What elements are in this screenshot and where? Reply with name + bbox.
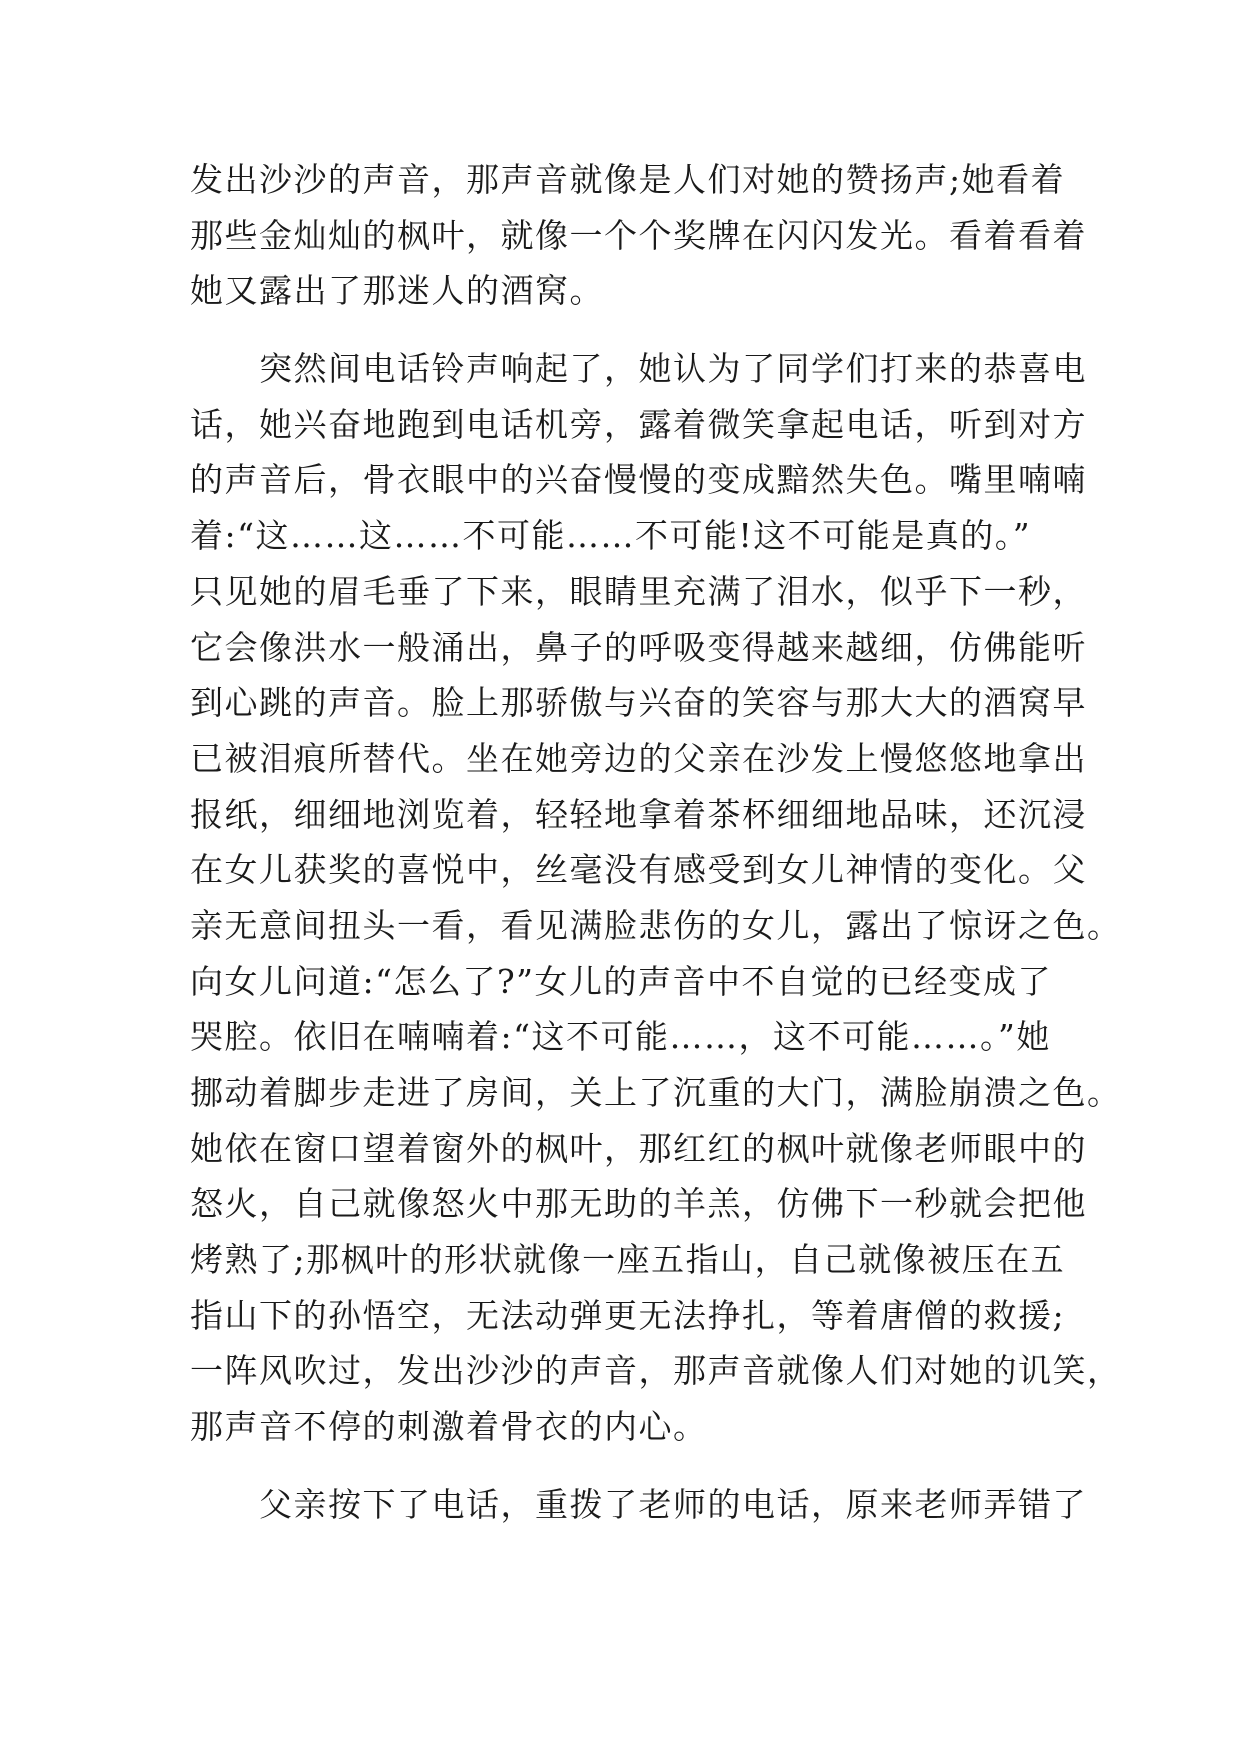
text-line: 报纸，细细地浏览着，轻轻地拿着茶杯细细地品味，还沉浸 bbox=[190, 794, 1087, 834]
text-line: 着:“这……这……不可能……不可能!这不可能是真的。” bbox=[190, 516, 1032, 556]
text-line: 已被泪痕所替代。坐在她旁边的父亲在沙发上慢悠悠地拿出 bbox=[190, 738, 1087, 778]
text-line: 向女儿问道:“怎么了?”女儿的声音中不自觉的已经变成了 bbox=[190, 961, 1053, 1001]
text-line: 怒火，自己就像怒火中那无助的羊羔，仿佛下一秒就会把他 bbox=[190, 1184, 1087, 1224]
text-line: 它会像洪水一般涌出，鼻子的呼吸变得越来越细，仿佛能听 bbox=[190, 627, 1087, 667]
paragraph-gap bbox=[190, 1455, 1090, 1477]
text-line: 烤熟了;那枫叶的形状就像一座五指山，自己就像被压在五 bbox=[190, 1240, 1066, 1280]
document-body bbox=[190, 152, 1122, 1533]
text-line: 在女儿获奖的喜悦中，丝毫没有感受到女儿神情的变化。父 bbox=[190, 850, 1087, 890]
text-line: 挪动着脚步走进了房间，关上了沉重的大门，满脸崩溃之色。 bbox=[190, 1073, 1122, 1112]
text-line: 那些金灿灿的枫叶，就像一个个奖牌在闪闪发光。看着看着 bbox=[190, 215, 1087, 255]
paragraph-3 bbox=[190, 1477, 1090, 1533]
text-line: 突然间电话铃声响起了，她认为了同学们打来的恭喜电 bbox=[190, 349, 1087, 389]
text-line: 父亲按下了电话，重拨了老师的电话，原来老师弄错了 bbox=[190, 1484, 1087, 1524]
text-line: 只见她的眉毛垂了下来，眼睛里充满了泪水，似乎下一秒， bbox=[190, 571, 1087, 611]
paragraph-gap bbox=[190, 319, 1090, 341]
text-line: 她依在窗口望着窗外的枫叶，那红红的枫叶就像老师眼中的 bbox=[190, 1128, 1087, 1168]
text-line: 她又露出了那迷人的酒窝。 bbox=[190, 271, 604, 311]
text-line: 那声音不停的刺激着骨衣的内心。 bbox=[190, 1407, 708, 1447]
text-line: 到心跳的声音。脸上那骄傲与兴奋的笑容与那大大的酒窝早 bbox=[190, 683, 1087, 723]
text-line: 哭腔。依旧在喃喃着:“这不可能……，这不可能……。”她 bbox=[190, 1017, 1051, 1057]
text-line: 的声音后，骨衣眼中的兴奋慢慢的变成黯然失色。嘴里喃喃 bbox=[190, 460, 1087, 500]
text-line: 发出沙沙的声音，那声音就像是人们对她的赞扬声;她看着 bbox=[190, 160, 1066, 199]
text-line: 一阵风吹过，发出沙沙的声音，那声音就像人们对她的讥笑， bbox=[190, 1351, 1122, 1391]
text-line: 指山下的孙悟空，无法动弹更无法挣扎，等着唐僧的救援; bbox=[190, 1295, 1066, 1335]
paragraph-2 bbox=[190, 341, 1122, 1455]
text-line: 亲无意间扭头一看，看见满脸悲伤的女儿，露出了惊讶之色。 bbox=[190, 905, 1122, 945]
paragraph-1 bbox=[190, 152, 1090, 319]
text-line: 话，她兴奋地跑到电话机旁，露着微笑拿起电话，听到对方 bbox=[190, 404, 1087, 444]
